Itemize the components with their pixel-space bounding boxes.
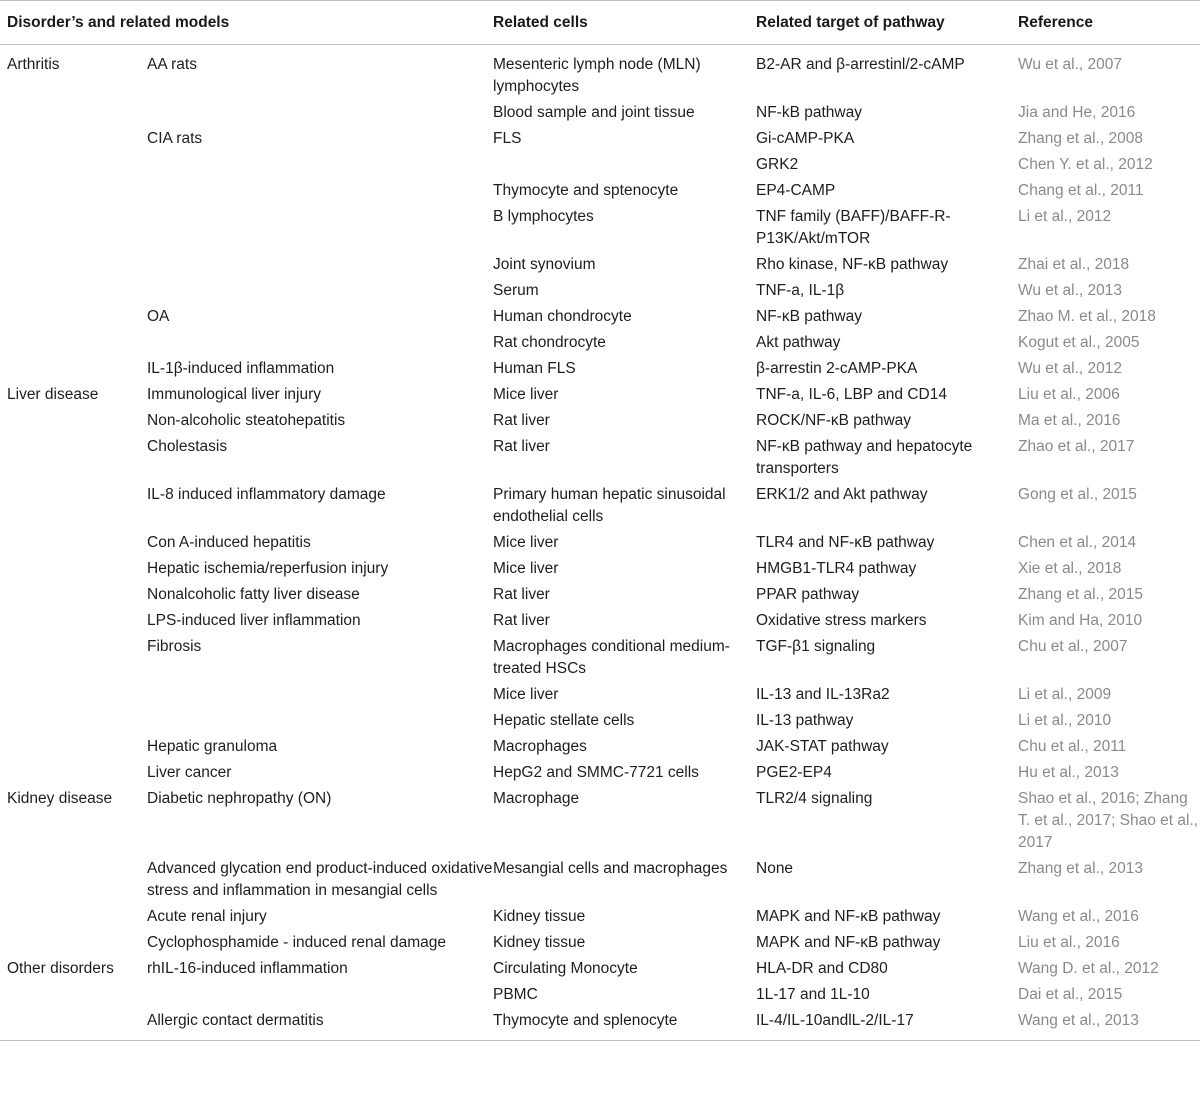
cell-disorder-group xyxy=(0,854,147,902)
cell-reference: Chu et al., 2007 xyxy=(1018,638,1128,655)
table-row xyxy=(0,202,1200,250)
cell-disorder-group xyxy=(0,250,147,276)
cell-related-cells: Mice liver xyxy=(493,534,559,551)
cell-reference: Jia and He, 2016 xyxy=(1018,104,1136,121)
cell-disorder-group xyxy=(0,176,147,202)
cell-related-cells: PBMC xyxy=(493,986,538,1003)
cell-related-target: None xyxy=(756,860,794,877)
cell-disorder-group xyxy=(0,406,147,432)
cell-related-cells: Mesenteric lymph node (MLN) lymphocytes xyxy=(493,56,701,95)
table-row xyxy=(0,302,1200,328)
cell-related-target: Oxidative stress markers xyxy=(756,612,927,629)
cell-related-target: MAPK and NF-κB pathway xyxy=(756,908,941,925)
cell-disorder-group xyxy=(0,902,147,928)
cell-related-model: Hepatic granuloma xyxy=(147,738,278,755)
cell-disorder-group xyxy=(0,432,147,480)
table-row xyxy=(0,528,1200,554)
cell-disorder-group xyxy=(0,554,147,580)
cell-related-cells: Rat chondrocyte xyxy=(493,334,606,351)
cell-related-model: Hepatic ischemia/reperfusion injury xyxy=(147,560,389,577)
table-row xyxy=(0,480,1200,528)
cell-reference: Kim and Ha, 2010 xyxy=(1018,612,1143,629)
cell-disorder-group xyxy=(0,680,147,706)
cell-related-target: JAK-STAT pathway xyxy=(756,738,889,755)
table-row xyxy=(0,354,1200,380)
table-row xyxy=(0,380,1200,406)
cell-related-model: Cholestasis xyxy=(147,438,228,455)
cell-disorder-group xyxy=(0,328,147,354)
cell-related-model: Non-alcoholic steatohepatitis xyxy=(147,412,346,429)
cell-related-model: rhIL-16-induced inflammation xyxy=(147,960,348,977)
cell-related-model: Con A-induced hepatitis xyxy=(147,534,311,551)
table-row xyxy=(0,784,1200,854)
cell-related-target: Rho kinase, NF-κB pathway xyxy=(756,256,949,273)
table-row xyxy=(0,328,1200,354)
cell-disorder-group xyxy=(0,354,147,380)
cell-related-target: EP4-CAMP xyxy=(756,182,836,199)
table-row xyxy=(0,176,1200,202)
cell-related-target: NF-κB pathway xyxy=(756,308,862,325)
cell-related-cells: Mesangial cells and macrophages xyxy=(493,860,728,877)
cell-related-cells: Blood sample and joint tissue xyxy=(493,104,695,121)
cell-related-model: Cyclophosphamide - induced renal damage xyxy=(147,934,446,951)
cell-related-cells: Mice liver xyxy=(493,686,559,703)
table-row xyxy=(0,276,1200,302)
cell-reference: Wu et al., 2007 xyxy=(1018,56,1122,73)
cell-related-target: Gi-cAMP-PKA xyxy=(756,130,855,147)
cell-related-model: IL-1β-induced inflammation xyxy=(147,360,335,377)
cell-related-cells: Primary human hepatic sinusoidal endothelial cells xyxy=(493,486,726,525)
table-row xyxy=(0,406,1200,432)
table-row xyxy=(0,580,1200,606)
cell-related-model: LPS-induced liver inflammation xyxy=(147,612,361,629)
cell-reference: Ma et al., 2016 xyxy=(1018,412,1121,429)
cell-related-cells: Hepatic stellate cells xyxy=(493,712,635,729)
cell-related-cells: Thymocyte and splenocyte xyxy=(493,1006,756,1041)
cell-disorder-group xyxy=(0,1006,147,1041)
cell-related-target: ROCK/NF-κB pathway xyxy=(756,412,912,429)
table-row xyxy=(0,150,1200,176)
cell-related-target: TNF-a, IL-6, LBP and CD14 xyxy=(756,386,947,403)
cell-reference: Liu et al., 2006 xyxy=(1018,386,1120,403)
cell-related-target: Akt pathway xyxy=(756,334,841,351)
table-row xyxy=(0,432,1200,480)
cell-reference: Xie et al., 2018 xyxy=(1018,560,1122,577)
cell-related-target: 1L-17 and 1L-10 xyxy=(756,986,870,1003)
cell-reference: Li et al., 2009 xyxy=(1018,686,1112,703)
cell-related-cells: Circulating Monocyte xyxy=(493,960,638,977)
cell-reference: Zhang et al., 2015 xyxy=(1018,586,1143,603)
cell-disorder-group xyxy=(0,276,147,302)
table-row xyxy=(0,980,1200,1006)
cell-reference: Li et al., 2012 xyxy=(1018,208,1112,225)
cell-related-cells: Human chondrocyte xyxy=(493,308,632,325)
table-row xyxy=(0,1006,1200,1041)
cell-reference: Kogut et al., 2005 xyxy=(1018,334,1140,351)
cell-reference: Hu et al., 2013 xyxy=(1018,764,1119,781)
cell-related-cells: Kidney tissue xyxy=(493,908,586,925)
cell-related-cells: HepG2 and SMMC-7721 cells xyxy=(493,764,699,781)
cell-related-model xyxy=(147,706,493,732)
cell-related-model: AA rats xyxy=(147,56,197,73)
cell-reference: Wu et al., 2013 xyxy=(1018,282,1122,299)
cell-disorder-group: Arthritis xyxy=(7,56,60,73)
cell-related-model: Fibrosis xyxy=(147,638,202,655)
table-row xyxy=(0,98,1200,124)
cell-disorder-group xyxy=(0,980,147,1006)
cell-related-cells: Rat liver xyxy=(493,586,550,603)
cell-related-target: β-arrestin 2-cAMP-PKA xyxy=(756,360,918,377)
cell-reference: Zhai et al., 2018 xyxy=(1018,256,1130,273)
table-row xyxy=(0,758,1200,784)
cell-related-model xyxy=(147,176,493,202)
cell-related-cells: Rat liver xyxy=(493,438,550,455)
cell-related-cells: Thymocyte and sptenocyte xyxy=(493,182,679,199)
table-row xyxy=(0,680,1200,706)
table-row xyxy=(0,632,1200,680)
cell-related-model xyxy=(147,98,493,124)
table-row xyxy=(0,902,1200,928)
cell-related-cells: Mice liver xyxy=(493,386,559,403)
cell-disorder-group xyxy=(0,302,147,328)
table-row xyxy=(0,732,1200,758)
cell-related-target: ERK1/2 and Akt pathway xyxy=(756,486,928,503)
cell-disorder-group xyxy=(0,606,147,632)
cell-related-cells xyxy=(493,150,756,176)
cell-reference: Zhao M. et al., 2018 xyxy=(1018,308,1156,325)
table-row xyxy=(0,706,1200,732)
table-row xyxy=(0,554,1200,580)
cell-related-model: Nonalcoholic fatty liver disease xyxy=(147,586,360,603)
cell-related-cells: Kidney tissue xyxy=(493,934,586,951)
cell-disorder-group xyxy=(0,124,147,150)
cell-related-model: Immunological liver injury xyxy=(147,386,322,403)
cell-reference: Chen et al., 2014 xyxy=(1018,534,1137,551)
cell-related-target: MAPK and NF-κB pathway xyxy=(756,934,941,951)
cell-related-target: TLR2/4 signaling xyxy=(756,790,873,807)
cell-disorder-group xyxy=(0,580,147,606)
cell-related-target: HLA-DR and CD80 xyxy=(756,960,888,977)
cell-disorder-group: Other disorders xyxy=(7,960,114,977)
cell-related-target: TGF-β1 signaling xyxy=(756,638,876,655)
cell-related-model xyxy=(147,202,493,250)
header-disorder: Disorder’s and related models xyxy=(0,1,493,45)
cell-reference: Chen Y. et al., 2012 xyxy=(1018,156,1153,173)
cell-reference: Zhang et al., 2008 xyxy=(1018,130,1143,147)
cell-related-target: IL-13 and IL-13Ra2 xyxy=(756,686,890,703)
cell-related-target: TNF family (BAFF)/BAFF-R-P13K/Akt/mTOR xyxy=(756,208,951,247)
cell-related-cells: Macrophages xyxy=(493,738,587,755)
cell-related-model: Advanced glycation end product-induced oxidative stress and inflammation in mesangial cells xyxy=(147,860,493,899)
header-related-cells: Related cells xyxy=(493,1,756,45)
cell-related-target: PGE2-EP4 xyxy=(756,764,832,781)
cell-disorder-group xyxy=(0,98,147,124)
table-row xyxy=(0,250,1200,276)
cell-disorder-group: Kidney disease xyxy=(7,790,113,807)
cell-related-model xyxy=(147,276,493,302)
cell-related-target: NF-κB pathway and hepatocyte transporters xyxy=(756,438,973,477)
cell-disorder-group: Liver disease xyxy=(7,386,99,403)
cell-disorder-group xyxy=(0,758,147,784)
cell-related-cells: B lymphocytes xyxy=(493,208,594,225)
cell-reference: Liu et al., 2016 xyxy=(1018,934,1120,951)
cell-disorder-group xyxy=(0,928,147,954)
table-header xyxy=(0,1,1200,45)
cell-reference: Wu et al., 2012 xyxy=(1018,360,1122,377)
cell-disorder-group xyxy=(0,732,147,758)
table-row xyxy=(0,854,1200,902)
cell-disorder-group xyxy=(0,480,147,528)
cell-related-cells: Joint synovium xyxy=(493,256,596,273)
cell-related-model xyxy=(147,328,493,354)
cell-disorder-group xyxy=(0,150,147,176)
cell-related-target: HMGB1-TLR4 pathway xyxy=(756,560,917,577)
cell-related-model: OA xyxy=(147,308,170,325)
cell-related-cells: FLS xyxy=(493,130,522,147)
cell-related-cells: Macrophage xyxy=(493,790,580,807)
table-row xyxy=(0,124,1200,150)
cell-related-model xyxy=(147,250,493,276)
cell-related-model xyxy=(147,150,493,176)
cell-disorder-group xyxy=(0,632,147,680)
table-row xyxy=(0,928,1200,954)
cell-related-target: B2-AR and β-arrestinl/2-cAMP xyxy=(756,56,965,73)
cell-disorder-group xyxy=(0,706,147,732)
header-reference: Reference xyxy=(1018,1,1200,45)
cell-related-model: CIA rats xyxy=(147,130,203,147)
cell-related-model: Allergic contact dermatitis xyxy=(147,1006,493,1041)
table-row xyxy=(0,954,1200,980)
cell-related-cells: Human FLS xyxy=(493,360,576,377)
cell-related-target: IL-13 pathway xyxy=(756,712,854,729)
cell-related-cells: Rat liver xyxy=(493,412,550,429)
cell-disorder-group xyxy=(0,202,147,250)
table-body xyxy=(0,45,1200,1041)
cell-reference: Shao et al., 2016; Zhang T. et al., 2017; Shao et al., 2017 xyxy=(1018,790,1199,851)
cell-related-target: GRK2 xyxy=(756,156,799,173)
cell-related-cells: Rat liver xyxy=(493,612,550,629)
cell-related-target: IL-4/IL-10andlL-2/IL-17 xyxy=(756,1006,1018,1041)
header-related-target: Related target of pathway xyxy=(756,1,1018,45)
cell-related-model xyxy=(147,980,493,1006)
cell-reference: Chang et al., 2011 xyxy=(1018,182,1144,199)
cell-related-model: IL-8 induced inflammatory damage xyxy=(147,486,386,503)
cell-related-target: TLR4 and NF-κB pathway xyxy=(756,534,935,551)
cell-related-target: TNF-a, IL-1β xyxy=(756,282,845,299)
cell-related-cells: Mice liver xyxy=(493,560,559,577)
cell-disorder-group xyxy=(0,528,147,554)
cell-reference: Wang D. et al., 2012 xyxy=(1018,960,1159,977)
cell-reference: Chu et al., 2011 xyxy=(1018,738,1127,755)
cell-related-model: Acute renal injury xyxy=(147,908,267,925)
cell-reference: Wang et al., 2013 xyxy=(1018,1006,1200,1041)
cell-reference: Zhao et al., 2017 xyxy=(1018,438,1135,455)
cell-related-cells: Serum xyxy=(493,282,539,299)
cell-related-cells: Macrophages conditional medium-treated HSCs xyxy=(493,638,730,677)
cell-related-model: Diabetic nephropathy (ON) xyxy=(147,790,332,807)
cell-related-model: Liver cancer xyxy=(147,764,232,781)
header-row xyxy=(0,1,1200,45)
cell-reference: Wang et al., 2016 xyxy=(1018,908,1139,925)
cell-related-model xyxy=(147,680,493,706)
cell-reference: Li et al., 2010 xyxy=(1018,712,1112,729)
cell-reference: Gong et al., 2015 xyxy=(1018,486,1137,503)
cell-reference: Dai et al., 2015 xyxy=(1018,986,1123,1003)
cell-related-target: PPAR pathway xyxy=(756,586,860,603)
cell-related-target: NF-kB pathway xyxy=(756,104,862,121)
table-row xyxy=(0,45,1200,99)
cell-reference: Zhang et al., 2013 xyxy=(1018,860,1143,877)
table-row xyxy=(0,606,1200,632)
